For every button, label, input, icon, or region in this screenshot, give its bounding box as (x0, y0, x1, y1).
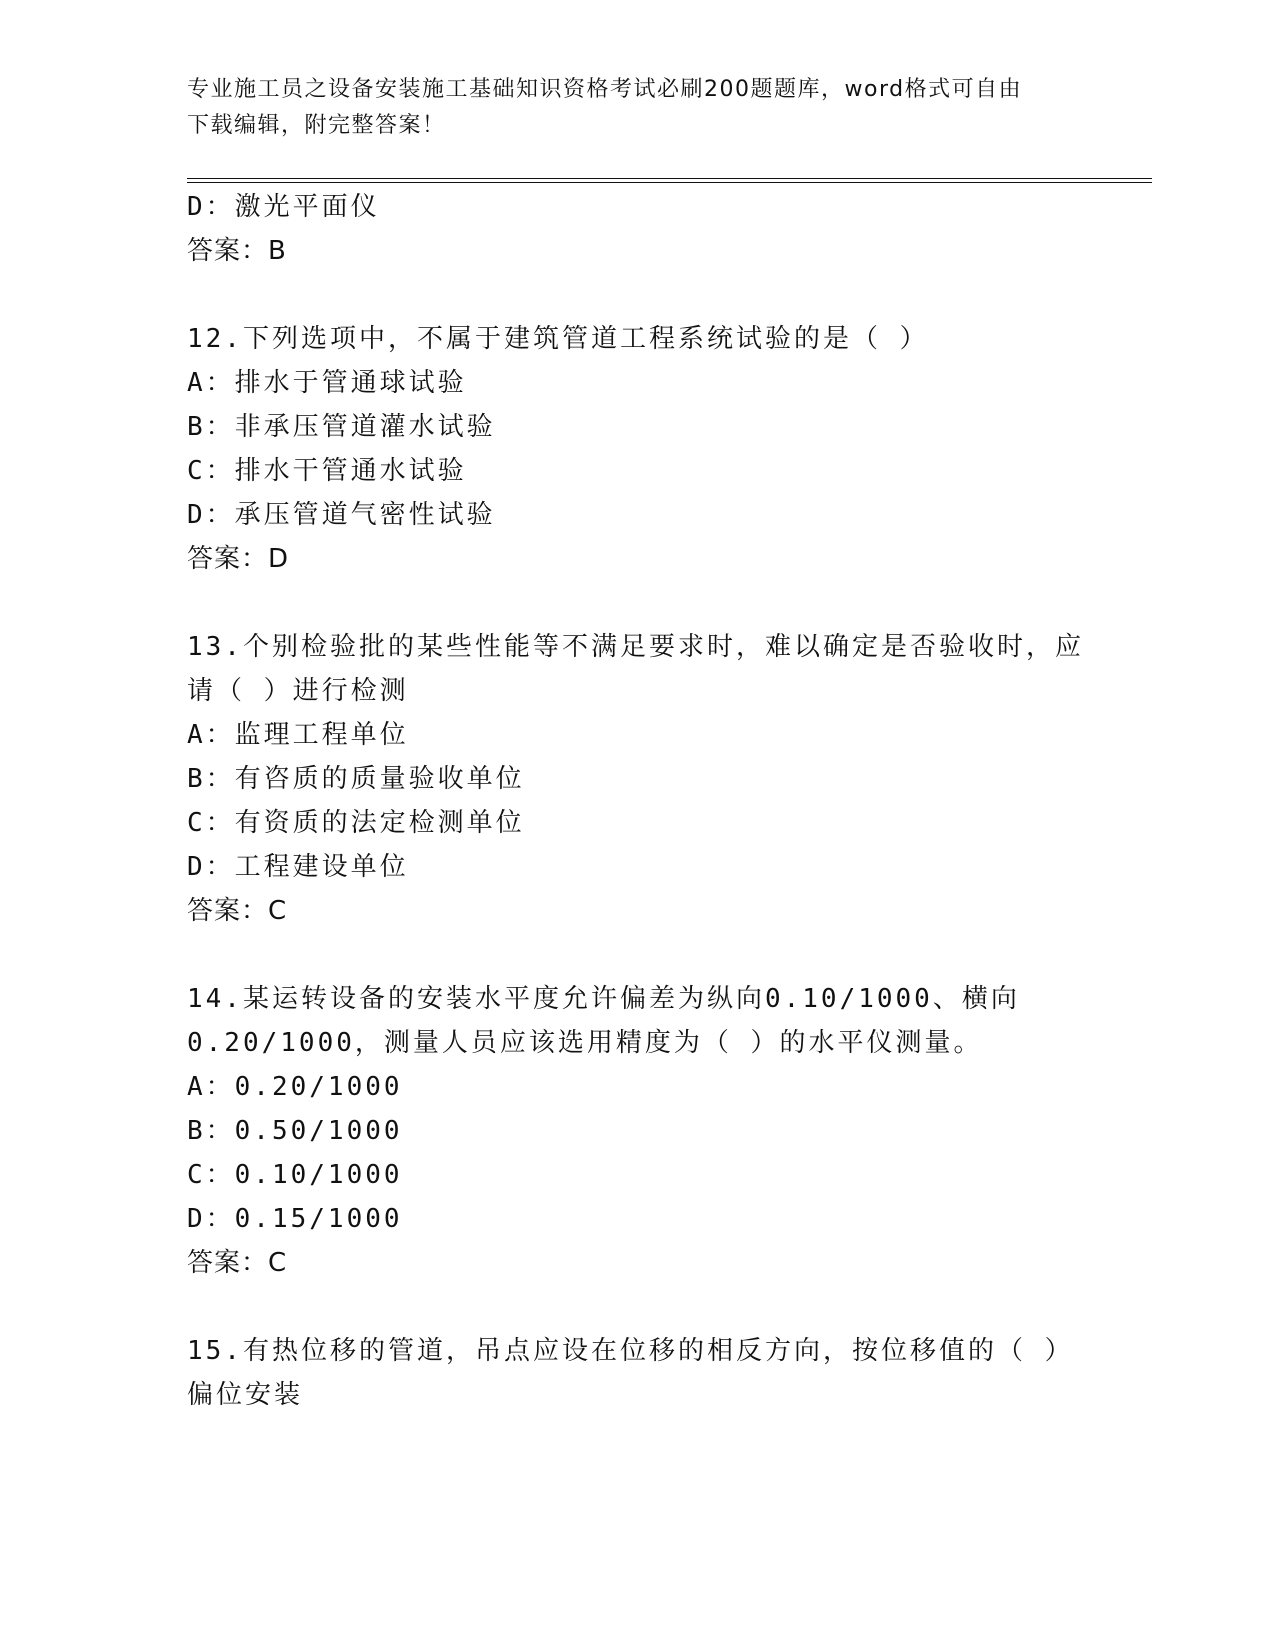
document-header (187, 72, 1087, 144)
q13-option-c: C：有资质的法定检测单位 (187, 808, 525, 838)
q12-option-a: A：排水于管通球试验 (187, 368, 467, 398)
q12-answer: 答案：D (187, 544, 290, 574)
q14-stem-line-2: 0.20/1000，测量人员应该选用精度为（ ）的水平仪测量。 (187, 1028, 983, 1058)
prev-answer: 答案：B (187, 236, 287, 266)
q12-option-b: B：非承压管道灌水试验 (187, 412, 496, 442)
q14-option-b: B：0.50/1000 (187, 1116, 403, 1146)
q13-option-a: A：监理工程单位 (187, 720, 409, 750)
q13-stem-line-2: 请（ ）进行检测 (187, 676, 409, 706)
q14-option-a: A：0.20/1000 (187, 1072, 403, 1102)
prev-option-d: D：激光平面仪 (187, 192, 380, 222)
q14-option-c: C：0.10/1000 (187, 1160, 403, 1190)
header-rule-top (187, 178, 1152, 179)
q14-stem-line-1: 14.某运转设备的安装水平度允许偏差为纵向0.10/1000、横向 (187, 984, 1020, 1014)
q12-stem: 12.下列选项中，不属于建筑管道工程系统试验的是（ ） (187, 324, 929, 354)
q13-option-d: D：工程建设单位 (187, 852, 409, 882)
header-rule-bottom (187, 182, 1152, 183)
q13-answer: 答案：C (187, 896, 288, 926)
header-line-2: 下载编辑，附完整答案！ (187, 113, 446, 138)
q14-answer: 答案：C (187, 1248, 288, 1278)
q13-option-b: B：有咨质的质量验收单位 (187, 764, 525, 794)
q12-option-c: C：排水干管通水试验 (187, 456, 467, 486)
q14-option-d: D：0.15/1000 (187, 1204, 403, 1234)
header-line-1: 专业施工员之设备安装施工基础知识资格考试必刷200题题库，word格式可自由 (187, 77, 1023, 102)
q12-option-d: D：承压管道气密性试验 (187, 500, 496, 530)
q15-stem-line-1: 15.有热位移的管道，吊点应设在位移的相反方向，按位移值的（ ） (187, 1336, 1074, 1366)
q13-stem-line-1: 13.个别检验批的某些性能等不满足要求时，难以确定是否验收时，应 (187, 632, 1084, 662)
q15-stem-line-2: 偏位安装 (187, 1380, 304, 1410)
